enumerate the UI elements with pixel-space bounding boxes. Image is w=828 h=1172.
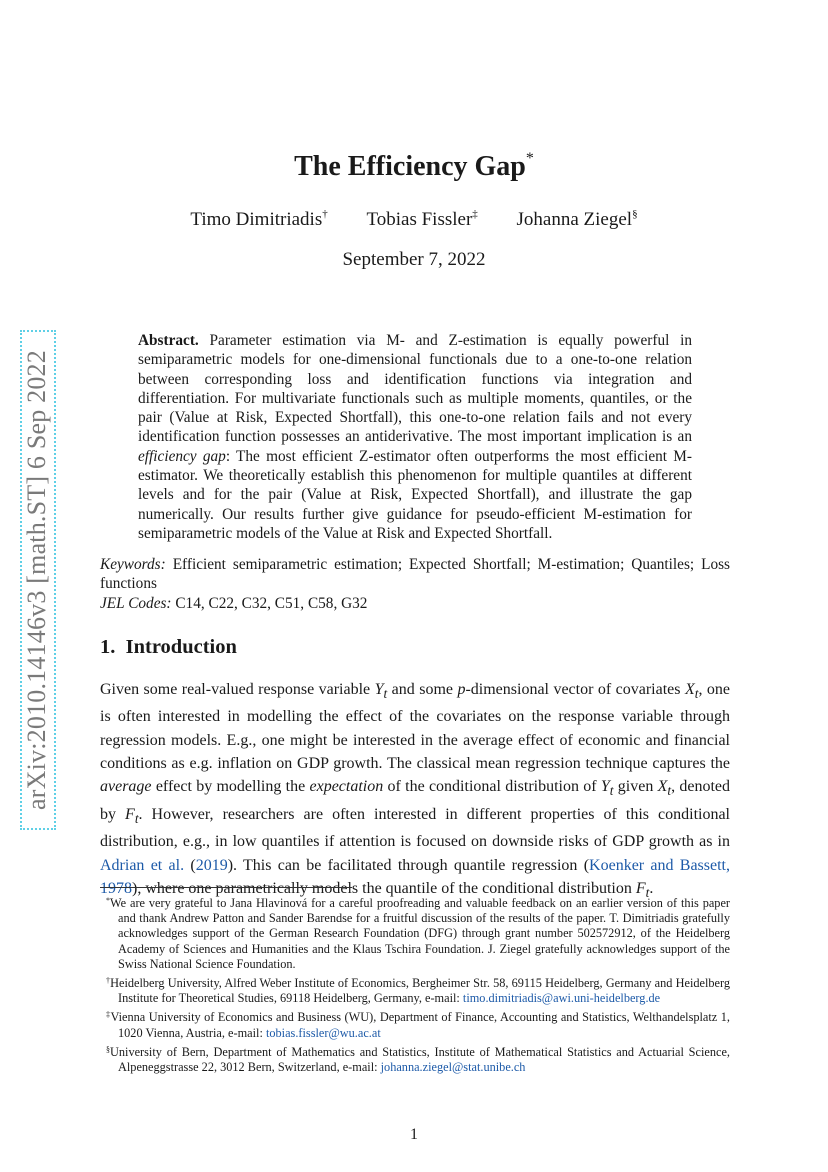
citation-author: Adrian et al. [100, 856, 185, 874]
text-run: , one is often interested in modelling the effect of the covariates on the response variable through regression models. E.g., one might be interested in the average effect of economic and financial conditions as e.g. inflation on GDP growth. The classical mean regression technique captures the [100, 681, 731, 773]
citation-link[interactable]: Koenker and Bassett, 1978 [100, 856, 731, 897]
emphasis: expectation [309, 778, 384, 796]
math-var: X [657, 778, 668, 796]
footnote-text: We are very grateful to Jana Hlavinová for a careful proofreading and valuable feedback on an earlier version of this paper and thank Andrew Patton and Sander Barendse for a fruitful discussion of the results of the paper. T. Dimitriadis gratefully acknowledges support of the German Research Foundation (DFG) through grant number 502572912, of the Heidelberg Academy of Sciences and Humanities and the Klaus Tschira Foundation. J. Ziegel gratefully acknowledges support of the Swiss National Science Foundation. [110, 896, 730, 971]
footnote-text: Heidelberg University, Alfred Weber Institute of Economics, Bergheimer Str. 58, 69115 Heidelberg, Germany and Heidelberg Institute for Theoretical Studies, 69118 Heidelberg, Germany, e-mail: [110, 976, 731, 1006]
text-run: . However, researchers are often interested in different properties of this conditional distribution, e.g., in low quantiles if attention is focused on downside risks of GDP growth as in [100, 805, 731, 851]
math-var: F [635, 879, 646, 897]
author-mark: § [632, 208, 638, 220]
arxiv-identifier: arXiv:2010.14146v3 [math.ST] 6 Sep 2022 [22, 350, 51, 810]
footnote-4 [100, 1042, 730, 1075]
citation-year: 1978 [100, 879, 132, 897]
author-mark: † [322, 208, 328, 220]
jel-codes [100, 594, 730, 613]
citation-year: 2019 [195, 856, 228, 874]
email-link[interactable]: timo.dimitriadis@awi.uni-heidelberg.de [462, 991, 661, 1006]
math-sub: t [383, 686, 388, 702]
abstract-text-part2: : The most efficient Z-estimator often outperforms the most efficient M-estimator. We theoretically establish this phenomenon for multiple quantiles at different levels and for the pair (Value at Risk, Expected Shortfall), and illustrate the gap numerically. Our results further give guidance for pseudo-efficient M-estimation for semiparametric models of the Value at Risk and Expected Shortfall. [138, 447, 692, 542]
math-sub: t [134, 811, 139, 827]
keywords-label: Keywords: [100, 556, 166, 573]
math-var: X [684, 681, 695, 698]
author-name: Tobias Fissler [366, 209, 473, 230]
page-number: 1 [410, 1126, 418, 1143]
text-run: . This can be facilitated through quantile regression ( [233, 856, 590, 874]
emphasis: average [100, 778, 152, 796]
footnote-3 [100, 1007, 730, 1040]
intro-paragraph: Given some real-valued response variable $Y_t$ and some p-dimensional vector of covariates $X_t$, one is often interested in modelling the effect of the covariates on the response variable through regression models. E.g., one might be interested in the average effect of economic and financial conditions as e.g. inflation on GDP growth. The classical mean regression technique captures the average effect by modelling the expectation of the conditional distribution of $Y_t$ given $X_t$, denoted by $F_t$. However, researchers are often interested in different properties of this conditional distribution, e.g., in low quantiles if attention is focused on downside risks of GDP growth as in Adrian et al. (2019). This can be facilitated through quantile regression (Koenker and Bassett, 1978), where one parametrically models the quantile of the conditional distribution $F_t$. [100, 681, 731, 901]
section-number: 1. [100, 636, 116, 658]
author-mark: ‡ [472, 208, 478, 220]
math-var: Y [600, 778, 610, 796]
author-2 [366, 209, 477, 230]
email-link[interactable]: tobias.fissler@wu.ac.at [265, 1025, 381, 1040]
jel-label: JEL Codes: [100, 595, 172, 612]
title-footnote-mark: * [525, 150, 534, 167]
author-name: Johanna Ziegel [516, 209, 633, 230]
paper-title-text: The Efficiency Gap [294, 151, 526, 182]
section-title: Introduction [125, 636, 237, 658]
author-name: Timo Dimitriadis [190, 209, 323, 230]
footnote-text: University of Bern, Department of Mathematics and Statistics, Institute of Mathematical Statistics and Actuarial Science, Alpeneggstrasse 22, 3012 Bern, Switzerland, e-mail: [110, 1044, 730, 1075]
keywords [100, 555, 730, 594]
email-link[interactable]: johanna.ziegel@stat.unibe.ch [380, 1060, 526, 1075]
footnote-mark: § [106, 1044, 110, 1054]
footnote-rule [100, 887, 352, 888]
author-3 [517, 209, 638, 230]
abstract-emphasis: efficiency gap [138, 447, 226, 465]
footnote-mark: * [106, 896, 110, 905]
footnote-text: Vienna University of Economics and Business (WU), Department of Finance, Accounting and Statistics, Welthandelsplatz 1, 1020 Vienna, Austria, e-mail: [110, 1010, 730, 1040]
abstract-label: Abstract. [138, 332, 199, 349]
author-list [0, 208, 828, 231]
keywords-text: Efficient semiparametric estimation; Expected Shortfall; M-estimation; Quantiles; Loss functions [100, 556, 731, 593]
citation-link[interactable] [100, 857, 184, 874]
section-heading [100, 636, 237, 659]
paper-title [0, 150, 828, 183]
abstract-text-part1: Parameter estimation via M- and Z-estimation is equally powerful in semiparametric models for one-dimensional functionals due to a one-to-one relation between corresponding loss and identification functions via integration and differentiation. For multivariate functionals such as multiple moments, quantiles, or the pair (Value at Risk, Expected Shortfall), this one-to-one relation fails and not every identification function possesses an antiderivative. The most important implication is an [138, 332, 692, 446]
text-run: -dimensional vector of covariates [465, 681, 681, 698]
footnote-mark: † [106, 976, 111, 986]
footnote-mark: ‡ [106, 1010, 111, 1020]
math-var: F [125, 805, 135, 823]
citation-author: Koenker and Bassett [589, 856, 727, 874]
text-run: Given some real-valued response variable [100, 681, 371, 698]
math-sub: t [667, 783, 672, 799]
text-run: , denoted by [100, 778, 731, 823]
text-run: and some [391, 681, 453, 698]
footnote-2 [100, 973, 730, 1006]
abstract [138, 331, 692, 543]
author-1 [190, 209, 327, 230]
paper-date: September 7, 2022 [342, 249, 486, 270]
math-sub: t [694, 686, 699, 702]
math-var: p [457, 681, 466, 698]
text-run: given [617, 778, 654, 796]
text-run: of the conditional distribution of [387, 778, 597, 796]
math-sub: t [645, 885, 650, 901]
text-run: ), where one parametrically models the quantile of the conditional distribution [132, 879, 632, 897]
footnote-1 [100, 893, 730, 972]
math-sub: t [609, 783, 614, 799]
math-var: Y [374, 681, 384, 698]
footnotes [100, 893, 730, 1075]
citation-year-link[interactable] [196, 857, 228, 874]
jel-text: C14, C22, C32, C51, C58, G32 [175, 595, 368, 612]
text-run: effect by modelling the [155, 778, 306, 796]
